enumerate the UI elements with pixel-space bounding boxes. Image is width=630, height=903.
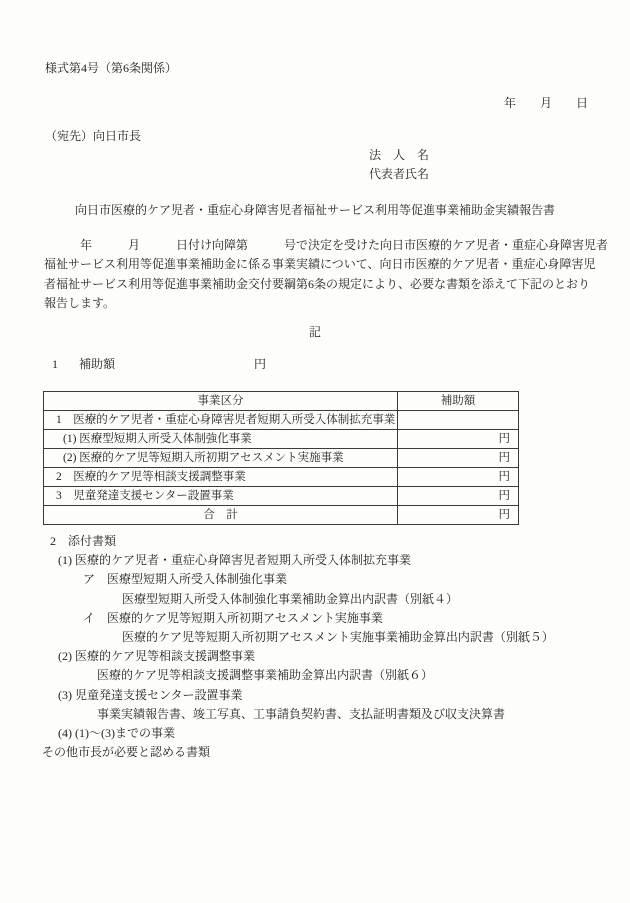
paragraph-line: 福祉サービス利用等促進事業補助金に係る事業実績について、向日市医療的ケア児者・重症心身障害児 [44,257,596,272]
corporation-name-label: 法 人 名 [369,148,430,162]
attachment-list-item: (1) 医療的ケア児者・重症心身障害児者短期入所受入体制拡充事業 [58,553,411,568]
body-paragraph [44,236,608,313]
table-row [44,506,519,525]
attachments-section [42,532,554,762]
attachment-list-item: ア 医療型短期入所受入体制強化事業 [83,572,288,587]
subsidy-amount-line [52,355,266,372]
attachment-list-item: 2 添付書類 [50,534,117,548]
project-category-cell: 2 医療的ケア児等相談支援調整事業 [44,468,398,487]
table-header-row [44,392,519,411]
attachment-list-item: (2) 医療的ケア児等相談支援調整事業 [58,649,255,664]
attachment-list-item: イ 医療的ケア児等短期入所初期アセスメント実施事業 [83,610,383,625]
table-row [44,449,519,468]
table-row [44,487,519,506]
subsidy-amount-label: 補助額 [79,357,116,371]
attachment-list-item: 医療的ケア児等短期入所初期アセスメント実施事業補助金算出内訳書（別紙５） [122,630,554,645]
ki-marker: 記 [308,325,321,339]
subsidy-amount-cell: 円 [398,506,519,525]
attachment-list-item: 事業実績報告書、竣工写真、工事請負契約書、支払証明書類及び収支決算書 [97,706,506,721]
paragraph-line: 者福祉サービス利用等促進事業補助金交付要綱第6条の規定により、必要な書類を添えて下記のとおり [44,276,591,291]
signature-block [369,146,429,183]
subsidy-amount-cell: 円 [398,487,519,506]
project-category-cell: 3 児童発達支援センター設置事業 [44,487,398,506]
attachment-list-item: (3) 児童発達支援センター設置事業 [58,687,243,702]
table-row [44,411,519,430]
subsidy-amount-cell: 円 [398,468,519,487]
attachment-list-item: (4) (1)～(3)までの事業 [58,726,175,741]
document-title: 向日市医療的ケア児者・重症心身障害児者福祉サービス利用等促進事業補助金実績報告書 [74,203,555,217]
form-number: 様式第4号（第6条関係） [45,61,178,75]
table-body [44,411,519,525]
date-blank-line: 年 月 日 [503,96,588,110]
paragraph-line: 年 月 日付け向障第 号で決定を受けた向日市医療的ケア児者・重症心身障害児者 [44,238,609,252]
attachment-list-item: 医療型短期入所受入体制強化事業補助金算出内訳書（別紙４） [122,591,459,606]
column-header-subsidy-amount: 補助額 [398,392,519,411]
subsidy-amount-cell: 円 [398,449,519,468]
attachment-list-item: 医療的ケア児等相談支援調整事業補助金算出内訳書（別紙６） [97,668,434,683]
column-header-project-category: 事業区分 [44,392,398,411]
paragraph-line: 報告します。 [44,295,116,310]
addressee-line: （宛先）向日市長 [45,129,142,143]
subsidy-amount-cell: 円 [398,430,519,449]
project-category-cell: (2) 医療的ケア児等短期入所初期アセスメント実施事業 [44,449,398,468]
representative-name-label: 代表者氏名 [369,166,430,181]
subsidy-amount-unit: 円 [254,357,267,371]
subsidy-item-number: 1 [52,357,58,371]
project-category-cell: 合 計 [44,506,398,525]
subsidy-amount-cell [398,411,519,430]
table-row [44,430,519,449]
project-category-cell: (1) 医療型短期入所受入体制強化事業 [44,430,398,449]
subsidy-breakdown-table [43,391,519,525]
project-category-cell: 1 医療的ケア児者・重症心身障害児者短期入所受入体制拡充事業 [44,411,398,430]
attachment-list-item: その他市長が必要と認める書類 [42,745,211,760]
table-row [44,468,519,487]
